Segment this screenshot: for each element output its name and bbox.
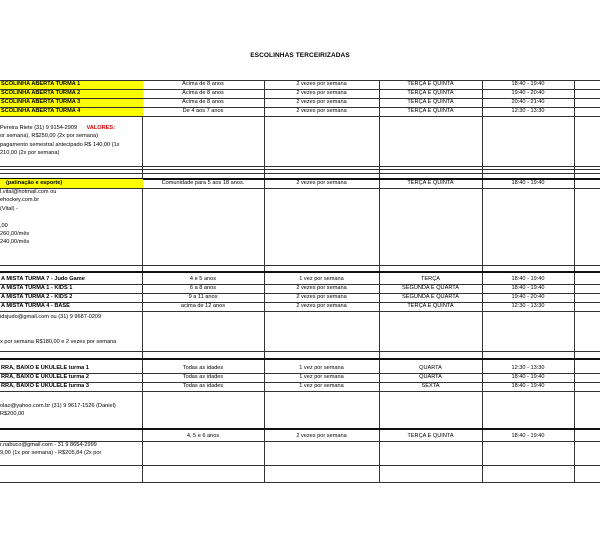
section-separator — [0, 428, 600, 430]
note-line: l.vital@hotmail.com ou — [0, 189, 57, 195]
note-line — [0, 330, 145, 338]
note-line: olao@yahoo.com.br (31) 9 9617-1526 (Daniel) — [0, 403, 116, 409]
table-row — [0, 98, 600, 107]
time-slot: 18:40 - 19:40 — [511, 433, 545, 439]
frequency: 2 vezes por semana — [296, 294, 347, 300]
age-range: acima de 12 anos — [180, 303, 226, 309]
contact-note — [0, 188, 145, 247]
frequency: 1 vez por semana — [299, 365, 344, 371]
row-divider — [0, 293, 600, 294]
weekdays: QUARTA — [419, 374, 442, 380]
weekdays: TERÇA E QUINTA — [407, 99, 454, 105]
class-name: A MISTA TURMA 7 - Judo Game — [1, 276, 85, 282]
age-range: Todas as idades — [182, 383, 224, 389]
age-range: 4, 5 e 6 anos — [186, 433, 220, 439]
page-title: ESCOLINHAS TERCEIRIZADAS — [250, 52, 350, 59]
row-divider — [0, 311, 600, 312]
row-divider — [0, 382, 600, 383]
age-range: Acima de 8 anos — [182, 99, 224, 105]
row-divider — [0, 265, 600, 266]
weekdays: SEXTA — [421, 383, 440, 389]
frequency: 1 vez por semana — [299, 374, 344, 380]
weekdays: TERÇA E QUINTA — [407, 433, 454, 439]
note-line: ,00 — [0, 222, 8, 229]
table-row — [0, 284, 600, 293]
table-row — [0, 302, 600, 311]
schedule-table — [0, 80, 600, 483]
row-divider — [0, 173, 600, 174]
row-divider — [0, 98, 600, 99]
note-line: R$200,00 — [0, 411, 25, 418]
table-row — [0, 275, 600, 284]
row-divider — [0, 302, 600, 303]
frequency: 2 vezes por semana — [296, 90, 347, 96]
class-name: A MISTA TURMA 1 - KIDS 1 — [1, 285, 73, 291]
class-name: SCOLINHA ABERTA TURMA 3 — [0, 98, 143, 107]
age-range: Acima de 8 anos — [182, 90, 224, 96]
row-divider — [0, 373, 600, 374]
table-row — [0, 432, 600, 441]
note-line — [0, 321, 145, 329]
age-range: 6 a 8 anos — [189, 285, 217, 291]
frequency: 2 vezes por semana — [296, 433, 347, 439]
time-slot: 18:40 - 19:40 — [511, 180, 545, 186]
note-line: 260,00/mês — [0, 231, 30, 238]
class-name: A MISTA TURMA 2 - KIDS 2 — [1, 294, 73, 300]
note-line: r.nabuco@gmail.com - 31 9 8654-2999 — [0, 442, 97, 448]
class-name: RRA, BAIXO E UKULELE turma 1 — [1, 365, 89, 371]
row-divider — [0, 465, 600, 466]
frequency: 1 vez por semana — [299, 383, 344, 389]
frequency: 2 vezes por semana — [296, 303, 347, 309]
weekdays: TERÇA E QUINTA — [407, 81, 454, 87]
age-range: 4 e 5 anos — [189, 276, 217, 282]
table-row — [0, 80, 600, 89]
note-line: (Vital) - — [0, 205, 18, 212]
row-divider — [0, 107, 600, 108]
contact-note — [0, 124, 145, 158]
row-divider — [0, 284, 600, 285]
age-range: 9 a 11 anos — [188, 294, 218, 300]
time-slot: 12:30 - 13:30 — [511, 365, 545, 371]
note-line: 240,00/mês — [0, 239, 30, 246]
weekdays: SEGUNDA E QUARTA — [402, 285, 459, 291]
frequency: 2 vezes por semana — [296, 180, 347, 186]
valores-label: VALORES: — [86, 125, 115, 131]
row-divider — [0, 351, 600, 352]
time-slot: 18:40 - 19:40 — [511, 81, 545, 87]
row-divider — [0, 89, 600, 90]
note-line: or semana), R$250,00 (2x por semana) — [0, 133, 98, 140]
class-name: RRA, BAIXO E UKULELE turma 2 — [1, 374, 89, 380]
frequency: 2 vezes por semana — [296, 99, 347, 105]
frequency: 2 vezes por semana — [296, 81, 347, 87]
note-line: Pereira Riete (31) 9 9154-2909 VALORES: — [0, 125, 115, 131]
note-line: x por semana R$180,00 e 2 vezes por semana — [0, 339, 117, 346]
weekdays: TERÇA E QUINTA — [407, 108, 454, 114]
weekdays: TERÇA E QUINTA — [407, 180, 454, 186]
time-slot: 18:40 - 19:40 — [511, 383, 545, 389]
note-line: 9,00 (1x por semana) - R$205,84 (2x por — [0, 450, 102, 457]
age-range: Acima de 8 anos — [182, 81, 224, 87]
table-row — [0, 364, 600, 373]
age-range: Todas as idades — [182, 374, 224, 380]
frequency: 1 vez por semana — [299, 276, 344, 282]
age-range: Comunidade para 5 aos 18 anos. — [161, 180, 245, 186]
time-slot: 18:40 - 19:40 — [511, 276, 545, 282]
contact-note — [0, 441, 145, 458]
weekdays: TERÇA — [421, 276, 440, 282]
section-separator — [0, 166, 600, 170]
age-range: Todas as idades — [182, 365, 224, 371]
table-row — [0, 179, 600, 188]
time-slot: 19:40 - 20:40 — [511, 294, 545, 300]
class-name: A MISTA TURMA 4 - BASE — [1, 303, 70, 309]
class-name — [0, 432, 143, 441]
contact-note — [0, 402, 145, 419]
contact-note — [0, 313, 145, 347]
age-range: De 4 aos 7 anos — [182, 108, 224, 114]
weekdays: QUARTA — [419, 365, 442, 371]
note-line: ehockey.com.br — [0, 197, 40, 204]
table-row — [0, 293, 600, 302]
class-name: (patinação e esporte) — [0, 179, 143, 188]
weekdays: TERÇA E QUINTA — [407, 90, 454, 96]
time-slot: 19:40 - 20:40 — [511, 90, 545, 96]
time-slot: 12:30 - 13:30 — [511, 108, 545, 114]
table-row — [0, 107, 600, 116]
note-line — [0, 213, 145, 221]
section-separator — [0, 271, 600, 273]
table-row — [0, 373, 600, 382]
row-divider — [0, 391, 600, 392]
frequency: 2 vezes por semana — [296, 108, 347, 114]
class-name: SCOLINHA ABERTA TURMA 4 — [0, 107, 143, 116]
weekdays: TERÇA E QUINTA — [407, 303, 454, 309]
weekdays: SEGUNDA E QUARTA — [402, 294, 459, 300]
time-slot: 20:40 - 21:40 — [511, 99, 545, 105]
time-slot: 12:30 - 13:30 — [511, 303, 545, 309]
section-separator — [0, 358, 600, 360]
row-divider — [0, 80, 600, 81]
row-divider — [0, 482, 600, 483]
class-name: SCOLINHA ABERTA TURMA 1 — [0, 80, 143, 89]
frequency: 2 vezes por semana — [296, 285, 347, 291]
note-line: pagamento semestral antecipado R$ 140,00 (1x — [0, 141, 120, 148]
row-divider — [0, 116, 600, 117]
table-row — [0, 89, 600, 98]
note-line: idsjudo@gmail.com ou (31) 9 9687-0209 — [0, 314, 102, 320]
time-slot: 18:40 - 19:40 — [511, 285, 545, 291]
note-line: 210,00 (2x por semana) — [0, 150, 60, 157]
class-name: RRA, BAIXO E UKULELE turma 3 — [1, 383, 89, 389]
class-name: SCOLINHA ABERTA TURMA 2 — [0, 89, 143, 98]
time-slot: 18:40 - 19:40 — [511, 374, 545, 380]
table-row — [0, 382, 600, 391]
